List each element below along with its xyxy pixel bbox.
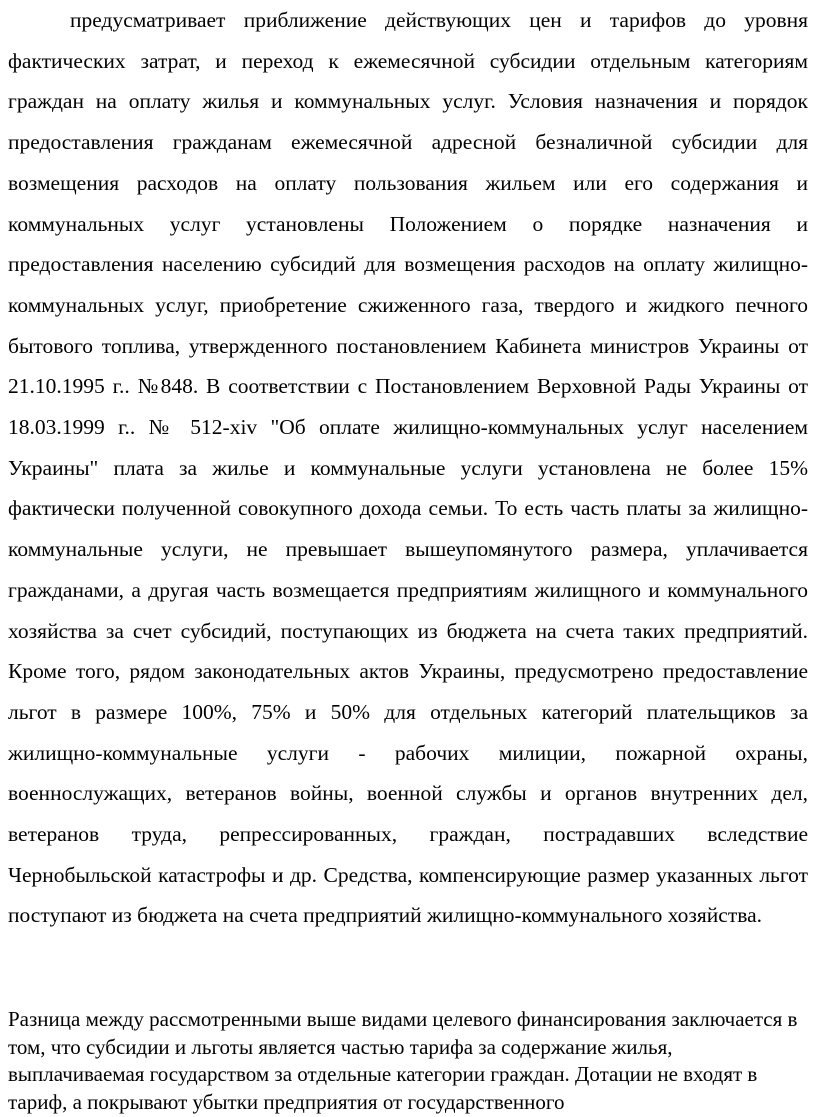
body-paragraph-1-text: предусматривает приближение действующих цен и тарифов до уровня фактических затрат, и переход к ежемесячной субсидии отдельным категориям граждан на оплату жилья и коммунальных услуг. Условия назначения и порядок предоставления гражданам ежемесячной адресной безналичной субсидии для возмещения расходов на оплату пользования жильем или его содержания и коммунальных услуг установлены Положением о порядке назначения и предоставления населению субсидий для возмещения расходов на оплату жилищно-коммунальных услуг, приобретение сжиженного газа, твердого и жидкого печного бытового топлива, утвержденного постановлением Кабинета министров Украины от 21.10.1995 г.. №848. В соответствии с Постановлением Верховной Рады Украины от 18.03.1999 г.. № 512-xiv "Об оплате жилищно-коммунальных услуг населением Украины" плата за жилье и коммунальные услуги установлена не более 15% фактически полученной совокупного дохода семьи. То есть часть платы за жилищно-коммунальные услуги, не превышает вышеупомянутого размера, уплачивается гражданами, а другая часть возмещается предприятиям жилищного и коммунального хозяйства за счет субсидий, поступающих из бюджета на счета таких предприятий. Кроме того, рядом законодательных актов Украины, предусмотрено предоставление льгот в размере 100%, 75% и 50% для отдельных категорий плательщиков за жилищно-коммунальные услуги - рабочих милиции, пожарной охраны, военнослужащих, ветеранов войны, военной службы и органов внутренних дел, ветеранов труда, репрессированных, граждан, пострадавших вследствие Чернобыльской катастрофы и др. Средства, компенсирующие размер указанных льгот поступают из бюджета на счета предприятий жилищно-коммунального хозяйства. [8,8,808,928]
body-paragraph-2: Разница между рассмотренными выше видами целевого финансирования заключается в том, что субсидии и льготы является частью тарифа за содержание жилья, выплачиваемая государством за отдельные категории граждан. Дотации не входят в тариф, а покрывают убытки предприятия от государственного [8,1007,798,1114]
paragraph-indent [8,8,70,32]
body-paragraph-1 [8,0,808,936]
